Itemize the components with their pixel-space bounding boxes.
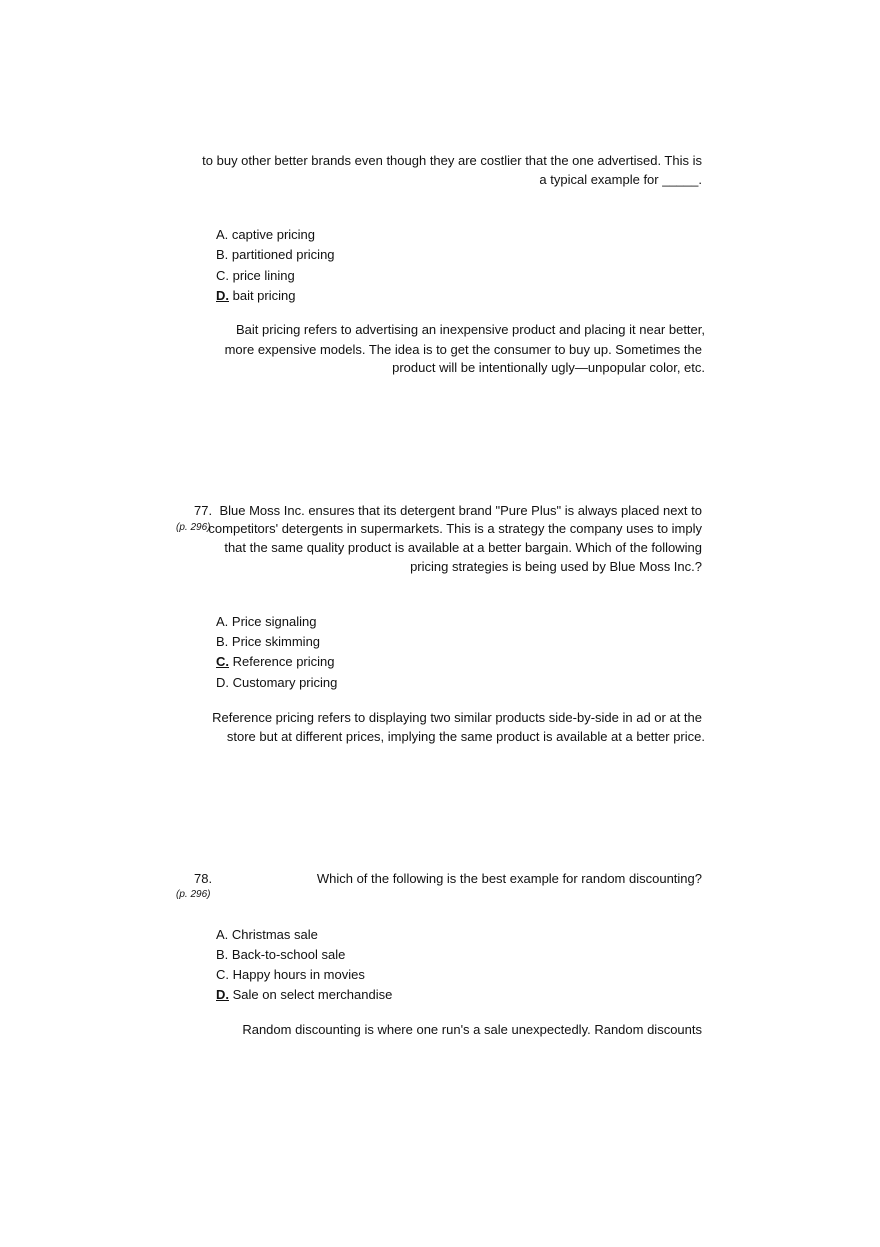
option-text: captive pricing bbox=[228, 227, 316, 242]
explanation-line: store but at different prices, implying the same product is available at a better price. bbox=[226, 729, 705, 744]
option-key: A. bbox=[216, 227, 229, 242]
answer-option bbox=[216, 673, 337, 692]
question-stem-line: pricing strategies is being used by Blue Moss Inc.? bbox=[410, 559, 702, 574]
answer-option bbox=[216, 945, 345, 964]
option-text: bait pricing bbox=[229, 288, 296, 303]
answer-option bbox=[216, 612, 316, 631]
explanation-line: Bait pricing refers to advertising an inexpensive product and placing it near better, bbox=[236, 322, 705, 337]
explanation-line: more expensive models. The idea is to get the consumer to buy up. Sometimes the bbox=[224, 342, 702, 357]
option-key: B. bbox=[216, 634, 229, 649]
answer-option bbox=[216, 266, 295, 285]
option-key-correct: D. bbox=[216, 288, 229, 303]
option-key: C. bbox=[216, 268, 229, 283]
option-text: Sale on select merchandise bbox=[229, 987, 393, 1002]
option-text: Price skimming bbox=[228, 634, 321, 649]
page-reference: (p. 296) bbox=[176, 889, 211, 900]
option-key: C. bbox=[216, 967, 229, 982]
option-text: Christmas sale bbox=[228, 927, 318, 942]
option-text: Price signaling bbox=[228, 614, 317, 629]
option-key: B. bbox=[216, 247, 229, 262]
option-text: Happy hours in movies bbox=[229, 967, 365, 982]
option-key-correct: C. bbox=[216, 654, 229, 669]
option-key: A. bbox=[216, 927, 229, 942]
answer-option bbox=[216, 925, 318, 944]
page-reference: (p. 296) bbox=[176, 522, 211, 533]
question-stem-line: Which of the following is the best example for random discounting? bbox=[316, 871, 702, 886]
question-stem-line: competitors' detergents in supermarkets. This is a strategy the company uses to imply bbox=[208, 521, 702, 536]
option-key-correct: D. bbox=[216, 987, 229, 1002]
explanation-line: Random discounting is where one run's a sale unexpectedly. Random discounts bbox=[242, 1022, 702, 1037]
question-stem-line: to buy other better brands even though they are costlier that the one advertised. This is bbox=[202, 153, 702, 168]
question-stem-line: a typical example for _____. bbox=[539, 172, 702, 187]
answer-option bbox=[216, 632, 320, 651]
option-key: B. bbox=[216, 947, 229, 962]
option-key: A. bbox=[216, 614, 229, 629]
option-text: partitioned pricing bbox=[228, 247, 335, 262]
question-stem-line: that the same quality product is available at a better bargain. Which of the following bbox=[224, 540, 702, 555]
explanation-line: product will be intentionally ugly—unpopular color, etc. bbox=[392, 360, 705, 375]
answer-option bbox=[216, 225, 315, 244]
question-number: 77. bbox=[194, 503, 213, 518]
answer-option-correct bbox=[216, 286, 295, 305]
answer-option bbox=[216, 245, 335, 264]
option-text: Customary pricing bbox=[229, 675, 338, 690]
question-stem-line: Blue Moss Inc. ensures that its detergent brand "Pure Plus" is always placed next to bbox=[219, 503, 702, 518]
option-text: price lining bbox=[229, 268, 295, 283]
option-key: D. bbox=[216, 675, 229, 690]
question-number: 78. bbox=[194, 871, 213, 886]
option-text: Back-to-school sale bbox=[228, 947, 346, 962]
answer-option-correct bbox=[216, 985, 392, 1004]
answer-option-correct bbox=[216, 652, 335, 671]
option-text: Reference pricing bbox=[229, 654, 335, 669]
answer-option bbox=[216, 965, 365, 984]
explanation-line: Reference pricing refers to displaying two similar products side-by-side in ad or at the bbox=[212, 710, 702, 725]
